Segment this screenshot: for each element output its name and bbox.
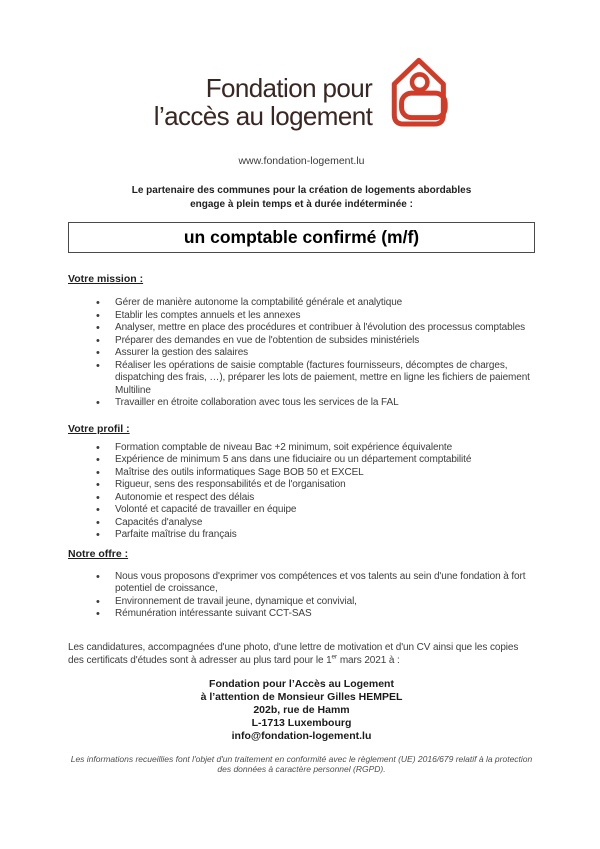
bullet-item: • Analyser, mettre en place des procédures et contribuer à l'évolution des processus comptables [68,322,535,335]
bullet-item: • Capacités d'analyse [68,517,535,530]
intro-text [68,184,535,212]
logo-wordmark [154,74,372,130]
bullet-item: • Rigueur, sens des responsabilités et de l'organisation [68,479,535,492]
bullet-item: • Préparer des demandes en vue de l'obtention de subsides ministériels [68,335,535,348]
logo-wordmark-line1: Fondation pour [205,73,373,103]
closing-text-start: Les candidatures, accompagnées d'une photo, d'une lettre de motivation et d'un CV ainsi que les copies des certificats d'études sont à adresser au plus tard pour le 1 [68,641,519,666]
job-title-box [68,222,535,253]
address-org-name: Fondation pour l’Accès au Logement [209,677,394,690]
mission-bullet-list [68,297,535,410]
bullet-item: • Etablir les comptes annuels et les annexes [68,310,535,323]
intro-line2: engage à plein temps et à durée indéterminée : [190,199,413,210]
section-heading-mission: Votre mission : [68,273,144,285]
address-email: info@fondation-logement.lu [231,729,372,742]
job-title: un comptable confirmé (m/f) [183,227,420,247]
bullet-item: • Assurer la gestion des salaires [68,347,535,360]
logo [68,54,535,139]
house-person-logo-icon [385,54,449,139]
section-heading-profil: Votre profil : [68,422,130,435]
website-url: www.fondation-logement.lu [238,155,365,167]
intro-line1: Le partenaire des communes pour la création de logements abordables [131,185,472,196]
address-street: 202b, rue de Hamm [253,703,350,716]
bullet-item: • Gérer de manière autonome la comptabilité générale et analytique [68,297,535,310]
closing-text-end: mars 2021 à : [337,655,400,666]
closing-paragraph [68,641,535,668]
bullet-item: • Rémunération intéressante suivant CCT-SAS [68,608,535,621]
address-city: L-1713 Luxembourg [251,716,352,729]
bullet-item: • Travailler en étroite collaboration avec tous les services de la FAL [68,397,535,410]
offre-bullet-list [68,571,535,621]
ordinal-superscript: er [331,653,338,661]
bullet-item: • Autonomie et respect des délais [68,492,535,505]
bullet-item: • Nous vous proposons d'exprimer vos compétences et vos talents au sein d'une fondation à fort potentiel de croissance, [68,571,535,596]
bullet-item: • Maîtrise des outils informatiques Sage BOB 50 et EXCEL [68,467,535,480]
gdpr-footnote: Les informations recueillies font l'objet d'un traitement en conformité avec le règlement (UE) 2016/679 relatif à la protection des données à caractère personnel (RGPD). [70,753,533,774]
profil-bullet-list [68,442,535,542]
bullet-item: • Expérience de minimum 5 ans dans une fiduciaire ou un département comptabilité [68,454,535,467]
bullet-item: • Parfaite maîtrise du français [68,529,535,542]
address-attention-line: à l’attention de Monsieur Gilles HEMPEL [200,690,403,703]
bullet-item: • Réaliser les opérations de saisie comptable (factures fournisseurs, décomptes de charges, dispatching des frais, …), préparer les lots de paiement, mettre en ligne les fichiers de paiement Multiline [68,360,535,398]
bullet-item: • Volonté et capacité de travailler en équipe [68,504,535,517]
bullet-item: • Environnement de travail jeune, dynamique et convivial, [68,596,535,609]
bullet-item: • Formation comptable de niveau Bac +2 minimum, soit expérience équivalente [68,442,535,455]
section-heading-offre: Notre offre : [68,547,129,560]
logo-wordmark-line2: l’accès au logement [153,101,373,131]
address-block [68,678,535,743]
